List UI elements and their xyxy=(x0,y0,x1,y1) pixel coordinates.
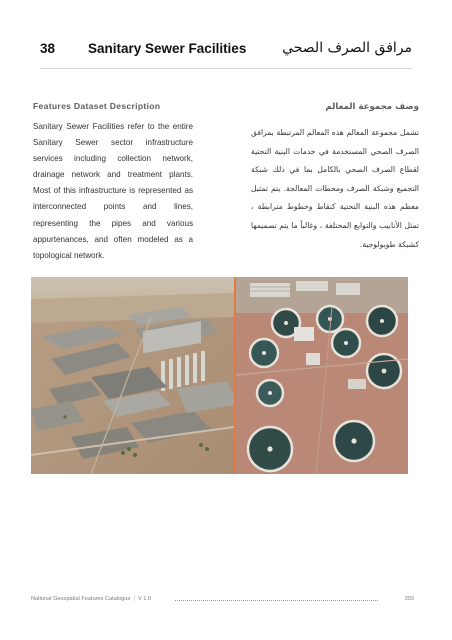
description-body-ar: تشمل مجموعة المعالم هذه المعالم المرتبطة بمرافق الصرف الصحي المستخدمة في خدمات البنية التحتية لقطاع الصرف الصحي بالكامل بما في ذلك شبكة التجميع وشبكة الصرف ومحطات المعالجة. يتم تمثيل معظم هذه البنية التحتية كنقاط وخطوط مترابطة ، تمثل الأنابيب والتوابع المختلفة ، وغالباً ما يتم تصميمها كشبكة طوبولوجية. xyxy=(251,128,419,249)
footer-catalogue-name: National Geospatial Features Catalogue xyxy=(31,596,131,602)
photo-strip xyxy=(31,277,408,474)
footer-separator: | xyxy=(133,596,135,602)
page-section-number: 38 xyxy=(40,41,56,56)
page-title: Sanitary Sewer Facilities xyxy=(88,41,247,56)
description-heading-ar: وصف مجموعة المعالم xyxy=(325,102,419,112)
page-title-arabic: مرافق الصرف الصحي xyxy=(282,40,412,56)
page-header xyxy=(30,36,422,62)
header-divider xyxy=(40,68,412,69)
aerial-treatment-plant-photo xyxy=(31,277,234,474)
description-body-en: Sanitary Sewer Facilities refer to the entire Sanitary Sewer sector infrastructure services including collection network, drainage network and treatment plants. Most of this infrastructure is represented as interconnected points and lines, representing the pipes and various appurtenances, and often modeled as a topological network. xyxy=(33,122,193,260)
footer-left xyxy=(31,596,151,602)
description-heading-en: Features Dataset Description xyxy=(33,101,161,111)
footer-dotted-leader xyxy=(175,600,378,601)
clarifier-tanks-photo xyxy=(236,277,408,474)
footer-page-number: 393 xyxy=(404,596,414,602)
footer-version: V 1.0 xyxy=(137,596,152,602)
page-footer xyxy=(31,596,414,606)
